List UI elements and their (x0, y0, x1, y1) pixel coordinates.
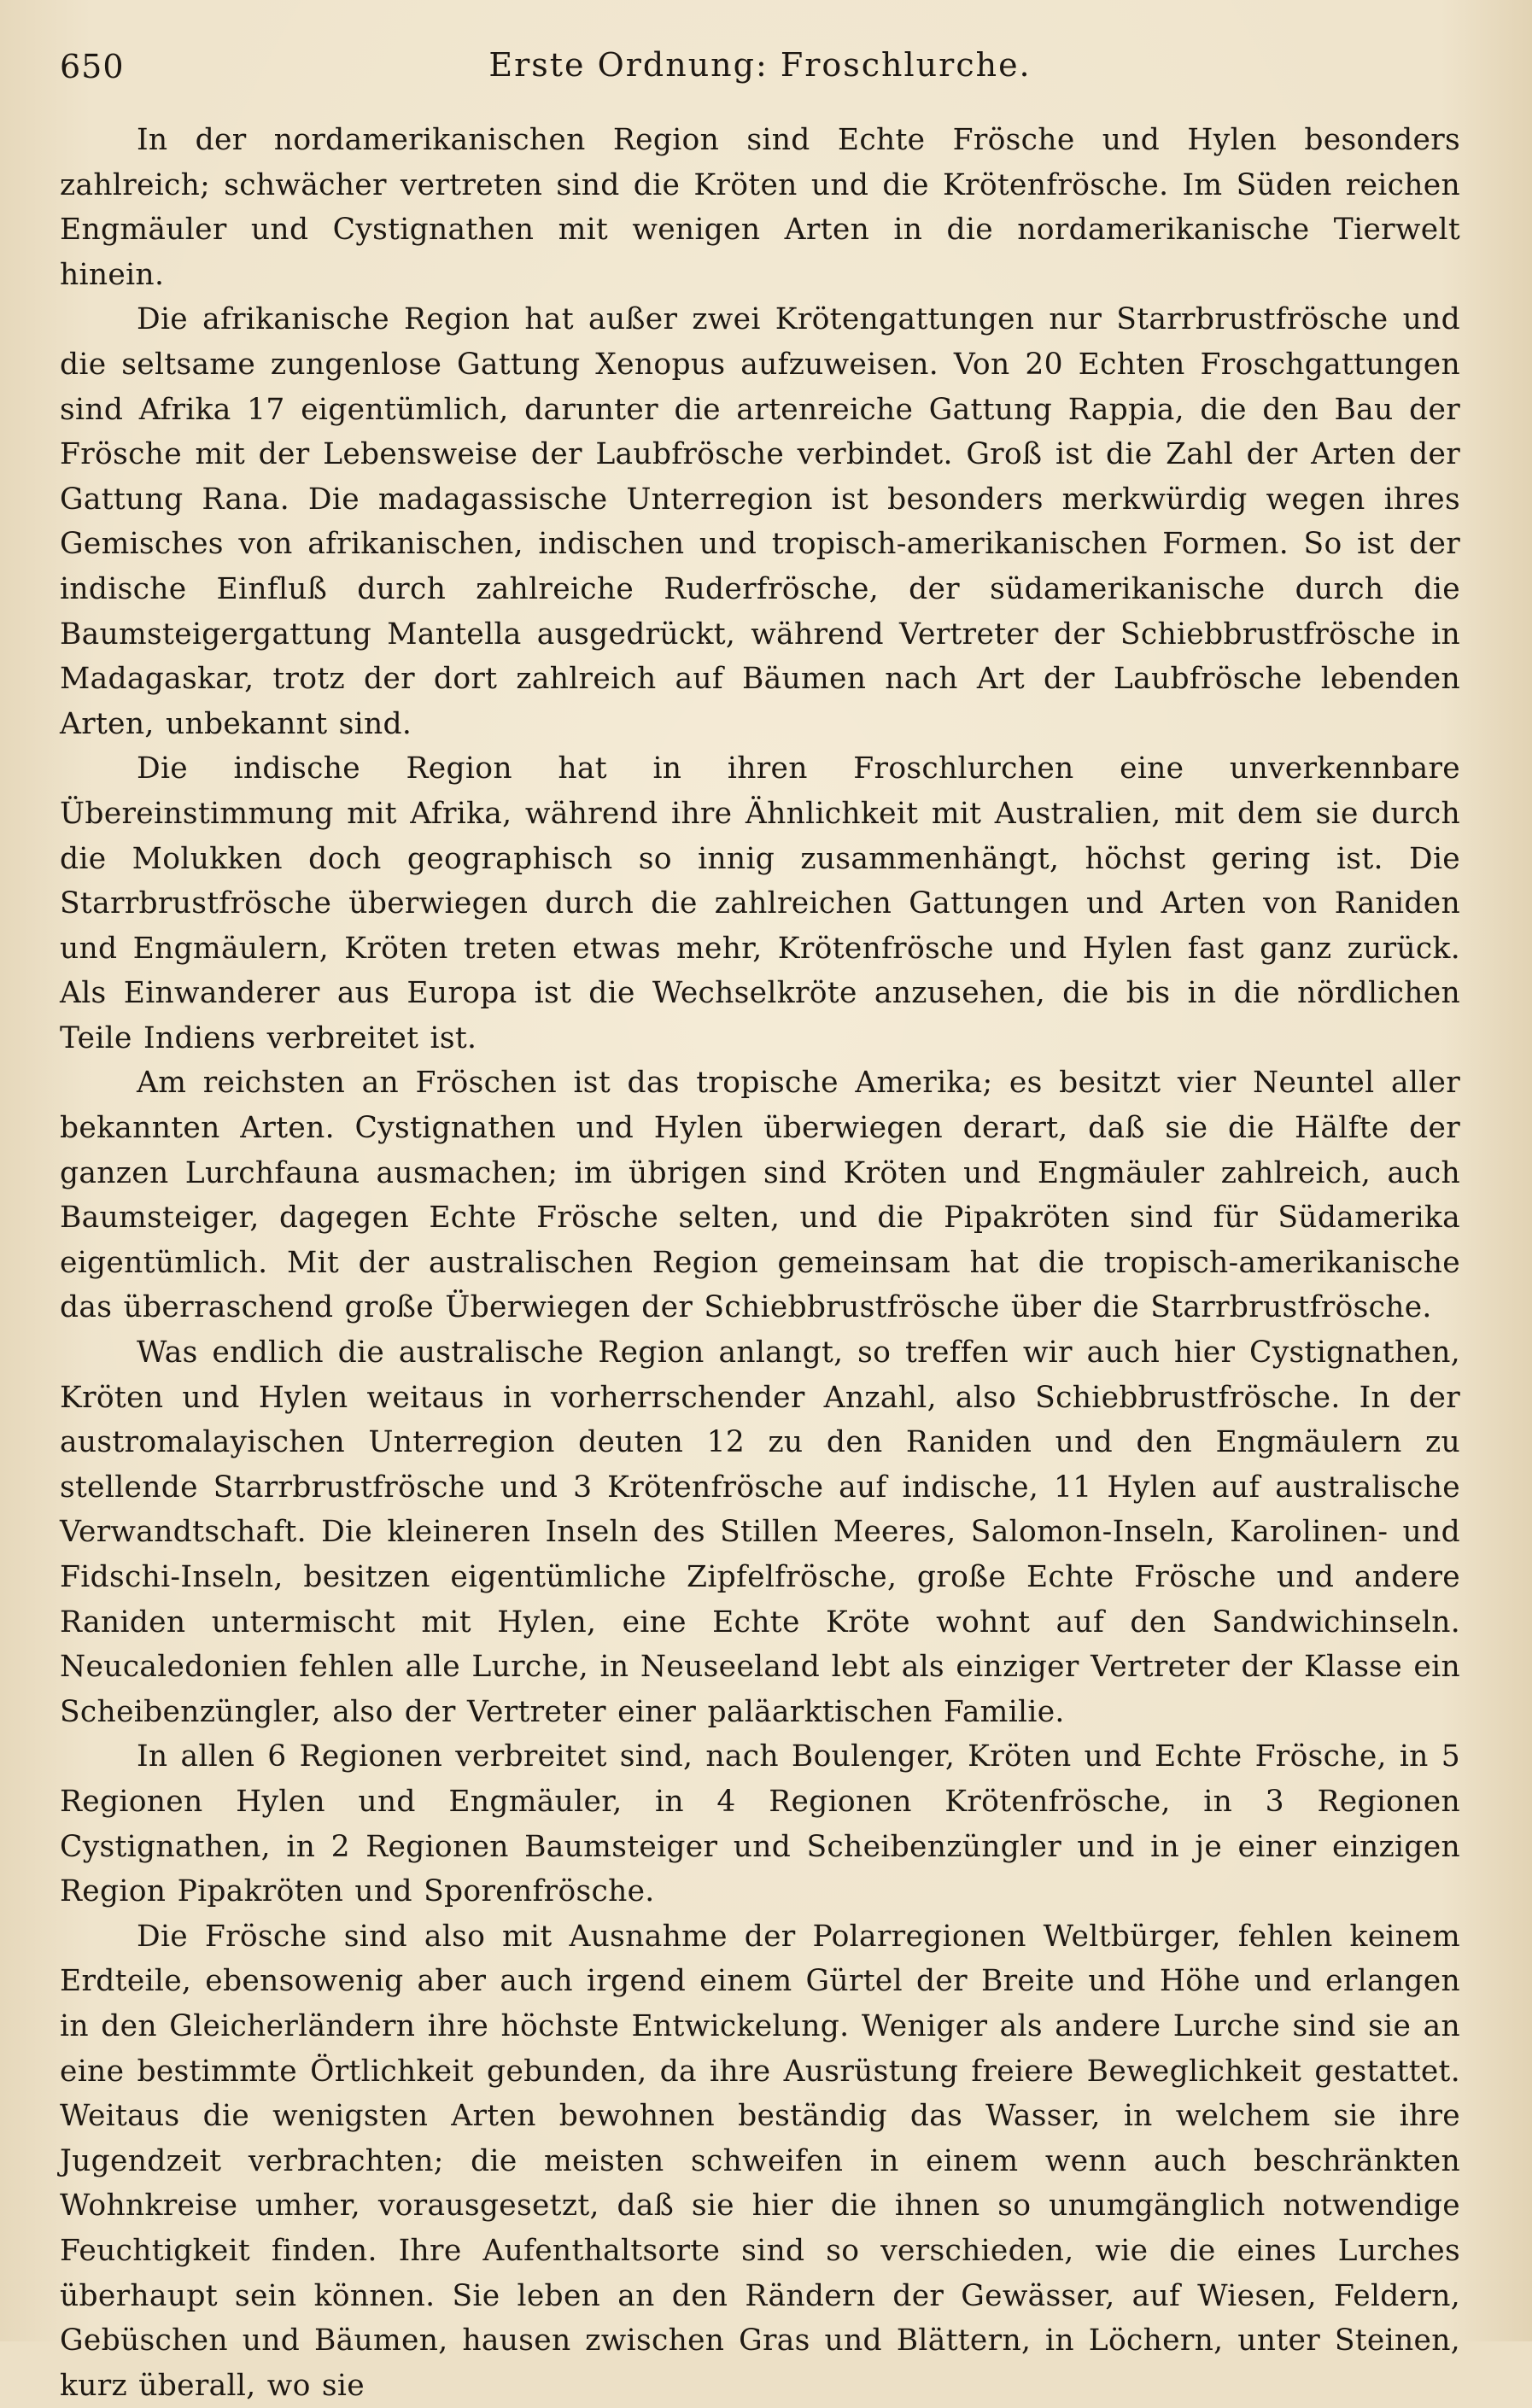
page-number: 650 (60, 48, 125, 85)
page-header (60, 34, 1460, 102)
paragraph-habitats: Die Frösche sind also mit Ausnahme der Polarregionen Weltbürger, fehlen keinem Erdteile, ebensowenig aber auch irgend einem Gürtel der Breite und Höhe und erlangen in den Gleicherländern ihre höchste Entwickelung. Weniger als andere Lurche sind sie an eine bestimmte Örtlichkeit gebunden, da ihre Ausrüstung freiere Beweglichkeit gestattet. Weitaus die wenigsten Arten bewohnen beständig das Wasser, in welchem sie ihre Jugendzeit verbrachten; die meisten schweifen in einem wenn auch beschränkten Wohnkreise umher, vorausgesetzt, daß sie hier die ihnen so unumgänglich notwendige Feuchtigkeit finden. Ihre Aufenthaltsorte sind so verschieden, wie die eines Lurches überhaupt sein können. Sie leben an den Rändern der Gewässer, auf Wiesen, Feldern, Gebüschen und Bäumen, hausen zwischen Gras und Blättern, in Löchern, unter Steinen, kurz überall, wo sie (60, 1919, 1460, 2403)
running-head: Erste Ordnung: Froschlurche. (488, 46, 1032, 84)
body-text (60, 118, 1460, 2408)
paragraph-indian-region: Die indische Region hat in ihren Froschlurchen eine unverkennbare Übereinstimmung mit Afrika, während ihre Ähnlichkeit mit Australien, mit dem sie durch die Molukken doch geographisch so innig zusammenhängt, höchst gering ist. Die Starrbrustfrösche überwiegen durch die zahlreichen Gattungen und Arten von Raniden und Engmäulern, Kröten treten etwas mehr, Krötenfrösche und Hylen fast ganz zurück. Als Einwanderer aus Europa ist die Wechselkröte anzusehen, die bis in die nördlichen Teile Indiens verbreitet ist. (60, 751, 1460, 1055)
paragraph-australian-region: Was endlich die australische Region anlangt, so treffen wir auch hier Cystignathen, Kröten und Hylen weitaus in vorherrschender Anzahl, also Schiebbrustfrösche. In der austromalayischen Unterregion deuten 12 zu den Raniden und den Engmäulern zu stellende Starrbrustfrösche und 3 Krötenfrösche auf indische, 11 Hylen auf australische Verwandtschaft. Die kleineren Inseln des Stillen Meeres, Salomon-Inseln, Karolinen- und Fidschi-Inseln, besitzen eigentümliche Zipfelfrösche, große Echte Frösche und andere Raniden untermischt mit Hylen, eine Echte Kröte wohnt auf den Sandwichinseln. Neucaledonien fehlen alle Lurche, in Neuseeland lebt als einziger Vertreter der Klasse ein Scheibenzüngler, also der Vertreter einer paläarktischen Familie. (60, 1336, 1460, 1729)
paragraph-african-region: Die afrikanische Region hat außer zwei Krötengattungen nur Starrbrustfrösche und die seltsame zungenlose Gattung Xenopus aufzuweisen. Von 20 Echten Froschgattungen sind Afrika 17 eigentümlich, darunter die artenreiche Gattung Rappia, die den Bau der Frösche mit der Lebensweise der Laubfrösche verbindet. Groß ist die Zahl der Arten der Gattung Rana. Die madagassische Unterregion ist besonders merkwürdig wegen ihres Gemisches von afrikanischen, indischen und tropisch-amerikanischen Formen. So ist der indische Einfluß durch zahlreiche Ruderfrösche, der südamerikanische durch die Baumsteigergattung Mantella ausgedrückt, während Vertreter der Schiebbrustfrösche in Madagaskar, trotz der dort zahlreich auf Bäumen nach Art der Laubfrösche lebenden Arten, unbekannt sind. (60, 302, 1460, 741)
paragraph-tropical-america: Am reichsten an Fröschen ist das tropische Amerika; es besitzt vier Neuntel aller bekannten Arten. Cystignathen und Hylen überwiegen derart, daß sie die Hälfte der ganzen Lurchfauna ausmachen; im übrigen sind Kröten und Engmäuler zahlreich, auch Baumsteiger, dagegen Echte Frösche selten, und die Pipakröten sind für Südamerika eigentümlich. Mit der australischen Region gemeinsam hat die tropisch-amerikanische das überraschend große Überwiegen der Schiebbrustfrösche über die Starrbrustfrösche. (60, 1066, 1460, 1325)
paragraph-distribution-summary: In allen 6 Regionen verbreitet sind, nach Boulenger, Kröten und Echte Frösche, in 5 Regionen Hylen und Engmäuler, in 4 Regionen Krötenfrösche, in 3 Regionen Cystignathen, in 2 Regionen Baumsteiger und Scheibenzüngler und in je einer einzigen Region Pipakröten und Sporenfrösche. (60, 1739, 1460, 1909)
paragraph-north-american-region: In der nordamerikanischen Region sind Echte Frösche und Hylen besonders zahlreich; schwächer vertreten sind die Kröten und die Krötenfrösche. Im Süden reichen Engmäuler und Cystignathen mit wenigen Arten in die nordamerikanische Tierwelt hinein. (60, 123, 1460, 292)
